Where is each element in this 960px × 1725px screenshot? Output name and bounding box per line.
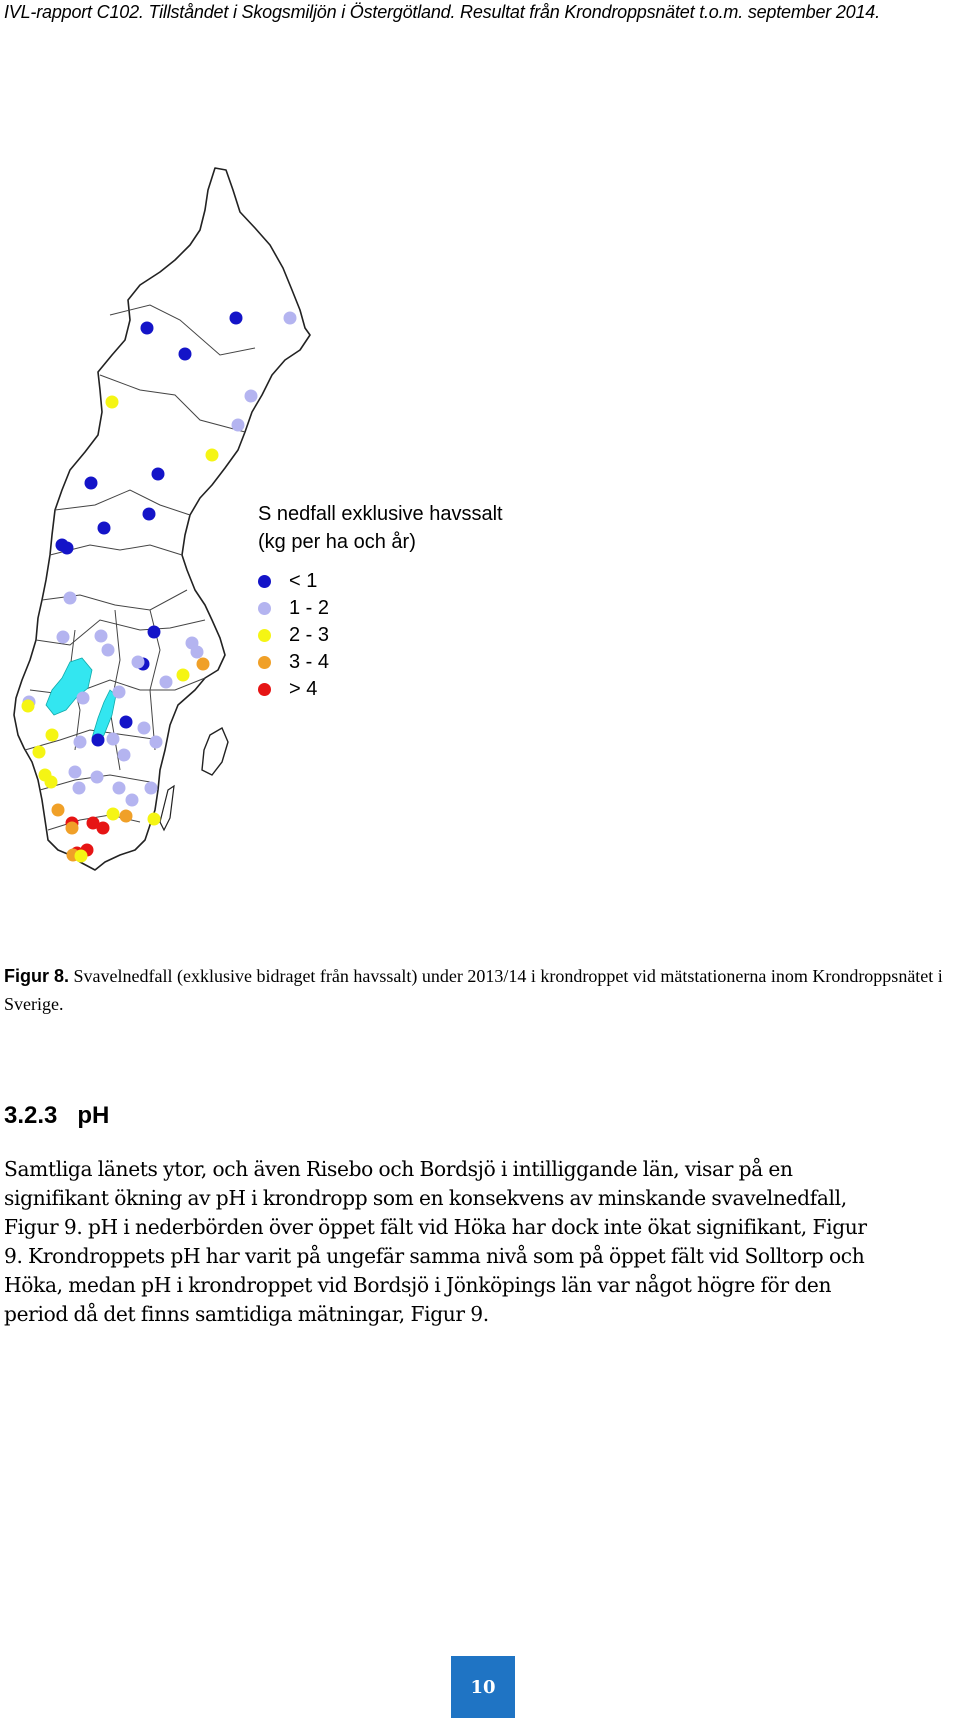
station-dot	[230, 312, 243, 325]
legend-title	[258, 500, 503, 556]
station-dot	[85, 477, 98, 490]
running-header: IVL-rapport C102. Tillståndet i Skogsmiljön i Östergötland. Resultat från Krondroppsnätet t.o.m. september 2014.	[4, 2, 880, 22]
station-dot	[74, 736, 87, 749]
body-line: Höka, medan pH i krondroppet vid Bordsjö i Jönköpings län var något högre för den	[4, 1273, 832, 1297]
figure-caption	[4, 962, 954, 1018]
station-dot	[45, 776, 58, 789]
station-dot	[191, 646, 204, 659]
body-line: signifikant ökning av pH i krondropp som en konsekvens av minskande svavelnedfall,	[4, 1186, 847, 1210]
legend-dot-lt1	[258, 575, 271, 588]
legend-dot-gt4	[258, 683, 271, 696]
station-dot	[22, 700, 35, 713]
legend-dot-3-4	[258, 656, 271, 669]
station-dot	[92, 734, 105, 747]
legend-label-2-3: 2 - 3	[289, 624, 330, 646]
body-line: Samtliga länets ytor, och även Risebo och Bordsjö i intilliggande län, visar på en	[4, 1157, 793, 1181]
station-dot	[95, 630, 108, 643]
station-dot	[98, 522, 111, 535]
station-dot	[145, 782, 158, 795]
legend-item-1-2	[258, 595, 503, 622]
legend-dot-1-2	[258, 602, 271, 615]
station-dot	[46, 729, 59, 742]
body-line: period då det finns samtidiga mätningar, Figur 9.	[4, 1302, 489, 1326]
section-heading	[4, 1102, 109, 1130]
station-dot	[152, 468, 165, 481]
station-dot	[91, 771, 104, 784]
station-dot	[126, 794, 139, 807]
station-dot	[73, 782, 86, 795]
station-dot	[97, 822, 110, 835]
station-dot	[113, 782, 126, 795]
station-dot	[57, 631, 70, 644]
legend-item-lt1	[258, 568, 503, 595]
station-dot	[75, 850, 88, 863]
station-dot	[106, 396, 119, 409]
legend-title-line2: (kg per ha och år)	[258, 531, 416, 553]
station-dot	[132, 656, 145, 669]
station-dot	[61, 542, 74, 555]
station-dot	[177, 669, 190, 682]
legend-label-1-2: 1 - 2	[289, 597, 330, 619]
station-dot	[197, 658, 210, 671]
station-dot	[64, 592, 77, 605]
caption-text: Svavelnedfall (exklusive bidraget från havssalt) under 2013/14 i krondroppet vid mätstationerna inom Krondroppsnätet i Sverige.	[4, 966, 943, 1014]
legend-label-3-4: 3 - 4	[289, 651, 330, 673]
station-dot	[66, 822, 79, 835]
gotland-outline	[202, 728, 228, 775]
map-legend	[258, 500, 503, 703]
body-line: Figur 9. pH i nederbörden över öppet fält vid Höka har dock inte ökat signifikant, Figur	[4, 1215, 867, 1239]
body-line: 9. Krondroppets pH har varit på ungefär samma nivå som på öppet fält vid Solltorp och	[4, 1244, 865, 1268]
station-dot	[150, 736, 163, 749]
station-dot	[141, 322, 154, 335]
station-dot	[77, 692, 90, 705]
body-paragraph	[4, 1155, 956, 1329]
legend-label-lt1: < 1	[289, 570, 318, 592]
station-dot	[52, 804, 65, 817]
legend-item-gt4	[258, 676, 503, 703]
station-dot	[107, 808, 120, 821]
station-dot	[120, 716, 133, 729]
legend-item-2-3	[258, 622, 503, 649]
section-title: pH	[77, 1102, 110, 1129]
station-dot	[113, 686, 126, 699]
station-dot	[284, 312, 297, 325]
legend-item-3-4	[258, 649, 503, 676]
station-dot	[160, 676, 173, 689]
station-dot	[232, 419, 245, 432]
oland-outline	[160, 786, 174, 830]
station-dot	[69, 766, 82, 779]
station-dot	[120, 810, 133, 823]
station-dot	[206, 449, 219, 462]
station-dot	[107, 733, 120, 746]
page-number: 10	[451, 1656, 515, 1718]
legend-label-gt4: > 4	[289, 678, 318, 700]
caption-label: Figur 8.	[4, 966, 70, 986]
section-number: 3.2.3	[4, 1102, 58, 1129]
station-dot	[245, 390, 258, 403]
station-dot	[148, 813, 161, 826]
station-dot	[143, 508, 156, 521]
station-dot	[148, 626, 161, 639]
station-dot	[102, 644, 115, 657]
legend-dot-2-3	[258, 629, 271, 642]
legend-title-line1: S nedfall exklusive havssalt	[258, 503, 503, 525]
station-dot	[138, 722, 151, 735]
station-dot	[33, 746, 46, 759]
station-dot	[179, 348, 192, 361]
station-dot	[118, 749, 131, 762]
